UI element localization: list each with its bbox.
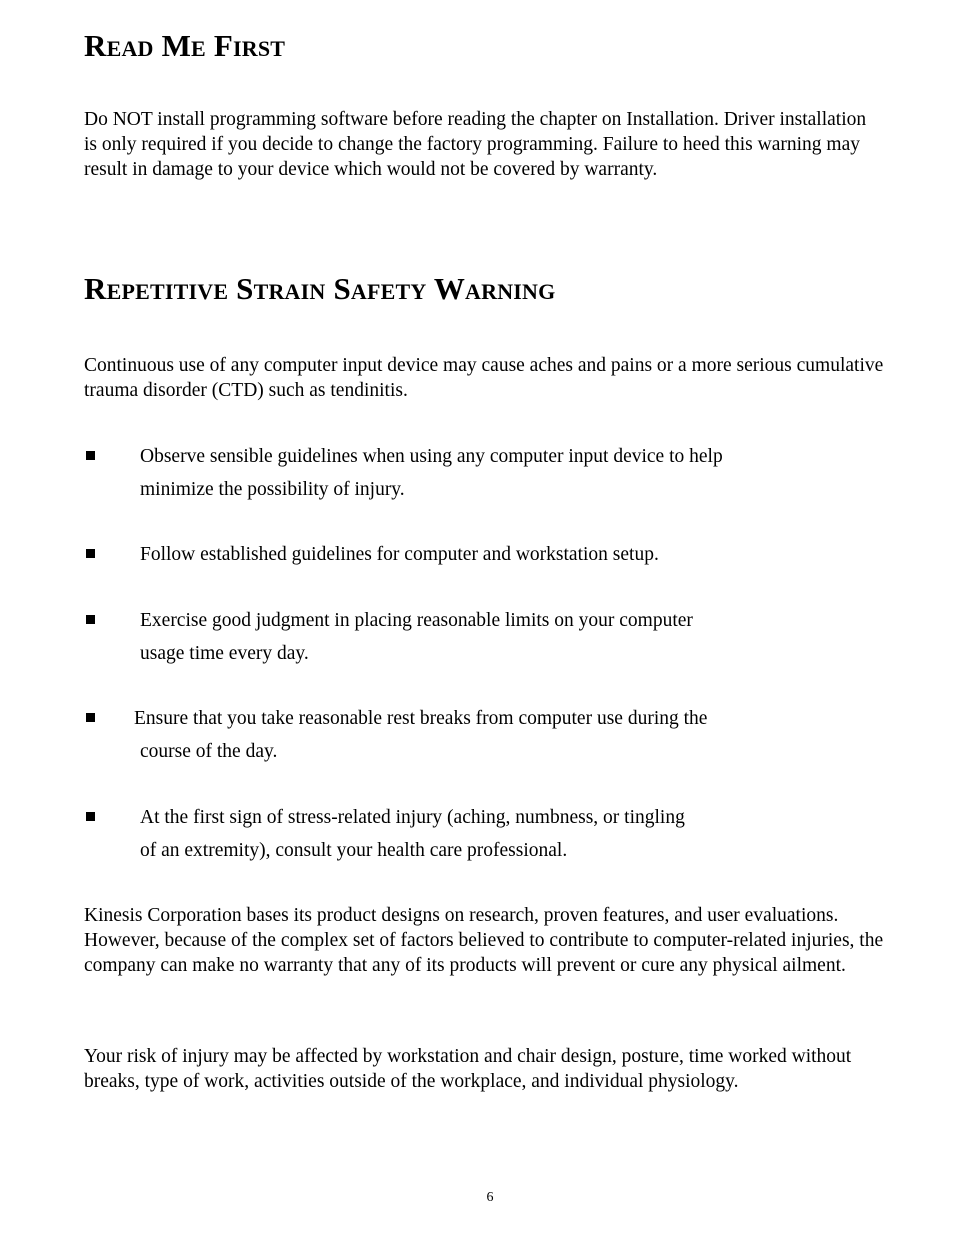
square-bullet-icon xyxy=(86,615,95,624)
bullet-item-2 xyxy=(84,538,864,571)
square-bullet-icon xyxy=(86,713,95,722)
bullet-line: course of the day. xyxy=(140,741,278,762)
bullet-line: Observe sensible guidelines when using any computer input device to help xyxy=(140,446,723,467)
page-number: 6 xyxy=(486,1190,494,1205)
bullet-line: Exercise good judgment in placing reasonable limits on your computer xyxy=(140,610,693,631)
heading-rsi-warning: Repetitive Strain Safety Warning xyxy=(84,271,556,306)
bullet-item-5 xyxy=(84,801,864,867)
square-bullet-icon xyxy=(86,451,95,460)
bullet-line: usage time every day. xyxy=(140,643,309,664)
rsi-intro-paragraph: Continuous use of any computer input device may cause aches and pains or a more serious cumulative trauma disorder (CTD) such as tendinitis. xyxy=(84,355,884,401)
square-bullet-icon xyxy=(86,549,95,558)
bullet-line: minimize the possibility of injury. xyxy=(140,479,405,500)
bullet-item-3 xyxy=(84,604,864,670)
bullet-item-1 xyxy=(84,440,864,506)
disclaimer-paragraph: Kinesis Corporation bases its product designs on research, proven features, and user evaluations. However, because of the complex set of factors believed to contribute to computer-related injuries, the company can make no warranty that any of its products will prevent or cure any physical ailment. xyxy=(84,905,884,976)
bullet-line: of an extremity), consult your health care professional. xyxy=(140,840,568,861)
bullet-item-4 xyxy=(84,702,864,768)
risk-paragraph: Your risk of injury may be affected by workstation and chair design, posture, time worked without breaks, type of work, activities outside of the workplace, and individual physiology. xyxy=(84,1046,852,1092)
read-me-first-paragraph: Do NOT install programming software before reading the chapter on Installation. Driver installation is only required if you decide to change the factory programming. Failure to heed this warning may result in damage to your device which would not be covered by warranty. xyxy=(84,109,867,180)
bullet-line: Follow established guidelines for computer and workstation setup. xyxy=(140,544,659,565)
bullet-line: At the first sign of stress-related injury (aching, numbness, or tingling xyxy=(140,807,685,828)
bullet-line: Ensure that you take reasonable rest breaks from computer use during the xyxy=(134,708,708,729)
heading-read-me-first: Read Me First xyxy=(84,28,286,63)
square-bullet-icon xyxy=(86,812,95,821)
